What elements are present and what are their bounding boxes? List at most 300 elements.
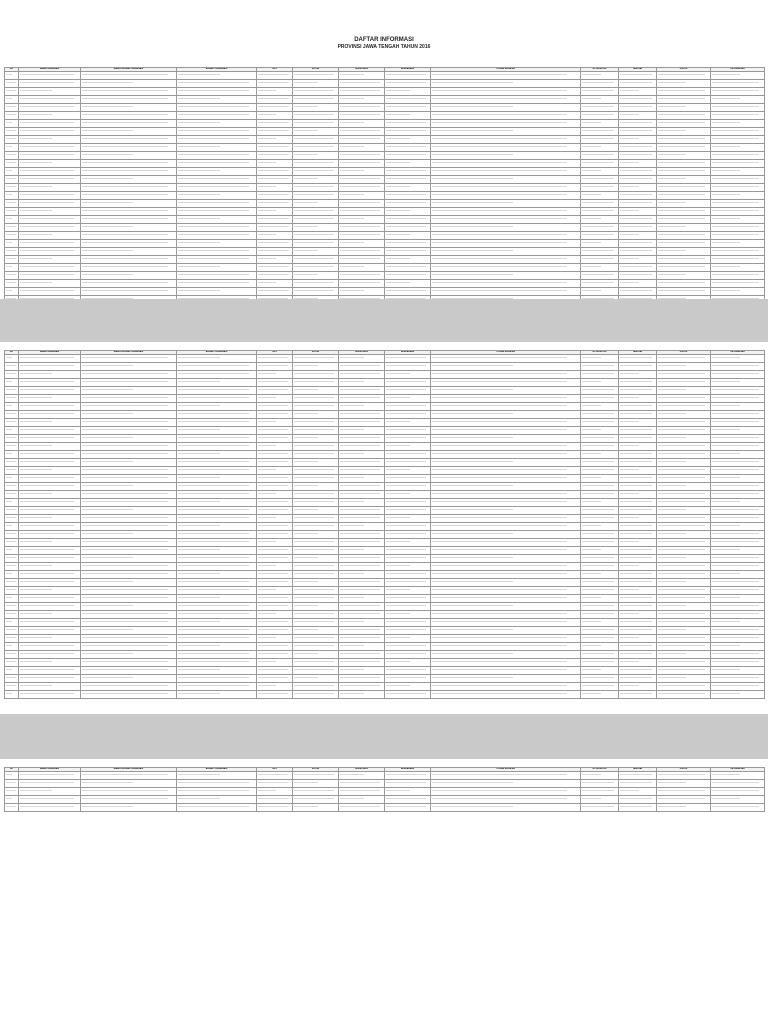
unreadable-text-placeholder: [294, 218, 334, 219]
table-row: [5, 280, 765, 288]
table-cell: [293, 387, 339, 395]
unreadable-text-placeholder: [712, 365, 759, 366]
unreadable-text-placeholder: [386, 693, 426, 694]
unreadable-text-placeholder: [20, 669, 74, 670]
unreadable-text-placeholder: [340, 637, 380, 638]
table-cell: [657, 200, 711, 208]
table-cell: [431, 224, 581, 232]
unreadable-text-placeholder: [432, 806, 513, 807]
table-cell: [5, 96, 19, 104]
unreadable-text-placeholder: [582, 429, 601, 430]
unreadable-text-placeholder: [582, 581, 614, 582]
unreadable-text-placeholder: [20, 621, 74, 622]
table-cell: [5, 788, 19, 796]
table-row: [5, 288, 765, 296]
unreadable-text-placeholder: [258, 373, 276, 374]
table-cell: [19, 796, 81, 804]
table-cell: [81, 547, 177, 555]
unreadable-text-placeholder: [294, 669, 334, 670]
unreadable-text-placeholder: [6, 621, 12, 622]
table-cell: [619, 184, 657, 192]
table-cell: [177, 772, 257, 780]
table-cell: [431, 296, 581, 300]
table-cell: [657, 499, 711, 507]
unreadable-text-placeholder: [82, 669, 168, 670]
table-cell: [657, 160, 711, 168]
table-cell: [257, 427, 293, 435]
unreadable-text-placeholder: [582, 234, 614, 235]
table-cell: [177, 272, 257, 280]
table-cell: [385, 152, 431, 160]
table-cell: [657, 804, 711, 812]
unreadable-text-placeholder: [620, 242, 652, 243]
unreadable-text-placeholder: [178, 226, 249, 227]
unreadable-text-placeholder: [6, 130, 16, 131]
unreadable-text-placeholder: [294, 210, 334, 211]
unreadable-text-placeholder: [258, 282, 276, 283]
table-cell: [619, 651, 657, 659]
unreadable-text-placeholder: [6, 90, 16, 91]
unreadable-text-placeholder: [582, 194, 601, 195]
table-cell: [293, 184, 339, 192]
unreadable-text-placeholder: [386, 669, 426, 670]
unreadable-text-placeholder: [6, 154, 16, 155]
table-cell: [431, 363, 581, 371]
table-cell: [657, 571, 711, 579]
unreadable-text-placeholder: [620, 806, 652, 807]
unreadable-text-placeholder: [620, 653, 652, 654]
table-cell: [81, 72, 177, 80]
table-cell: [431, 280, 581, 288]
table-row: [5, 515, 765, 523]
unreadable-text-placeholder: [294, 477, 334, 478]
unreadable-text-placeholder: [20, 613, 52, 614]
unreadable-text-placeholder: [620, 226, 652, 227]
table-row: [5, 627, 765, 635]
table-cell: [5, 411, 19, 419]
unreadable-text-placeholder: [82, 477, 168, 478]
table-cell: [711, 491, 765, 499]
unreadable-text-placeholder: [340, 250, 380, 251]
unreadable-text-placeholder: [658, 413, 686, 414]
unreadable-text-placeholder: [658, 202, 686, 203]
unreadable-text-placeholder: [294, 573, 334, 574]
unreadable-text-placeholder: [258, 493, 276, 494]
unreadable-text-placeholder: [582, 365, 614, 366]
table-cell: [257, 256, 293, 264]
unreadable-text-placeholder: [340, 565, 380, 566]
unreadable-text-placeholder: [258, 274, 288, 275]
unreadable-text-placeholder: [20, 798, 74, 799]
unreadable-text-placeholder: [620, 98, 652, 99]
unreadable-text-placeholder: [582, 170, 601, 171]
table-cell: [385, 571, 431, 579]
unreadable-text-placeholder: [340, 210, 380, 211]
unreadable-text-placeholder: [294, 290, 334, 291]
unreadable-text-placeholder: [712, 234, 759, 235]
unreadable-text-placeholder: [258, 798, 288, 799]
unreadable-text-placeholder: [178, 437, 249, 438]
table-cell: [5, 796, 19, 804]
table-cell: [81, 539, 177, 547]
unreadable-text-placeholder: [340, 453, 364, 454]
table-cell: [339, 772, 385, 780]
unreadable-text-placeholder: [178, 405, 220, 406]
table-cell: [431, 627, 581, 635]
unreadable-text-placeholder: [6, 298, 16, 299]
table-cell: [581, 459, 619, 467]
unreadable-text-placeholder: [620, 122, 652, 123]
table-cell: [339, 491, 385, 499]
table-cell: [431, 152, 581, 160]
table-cell: [19, 192, 81, 200]
table-cell: [5, 248, 19, 256]
table-cell: [581, 363, 619, 371]
table-cell: [581, 136, 619, 144]
unreadable-text-placeholder: [386, 661, 410, 662]
table-cell: [5, 491, 19, 499]
table-cell: [711, 248, 765, 256]
table-cell: [657, 683, 711, 691]
table-cell: [711, 475, 765, 483]
table-cell: [257, 451, 293, 459]
table-cell: [385, 555, 431, 563]
table-cell: [657, 507, 711, 515]
unreadable-text-placeholder: [582, 461, 614, 462]
unreadable-text-placeholder: [258, 170, 288, 171]
table-cell: [619, 595, 657, 603]
table-cell: [293, 208, 339, 216]
table-cell: [257, 435, 293, 443]
unreadable-text-placeholder: [82, 421, 168, 422]
table-cell: [81, 168, 177, 176]
table-row: [5, 136, 765, 144]
table-cell: [293, 144, 339, 152]
table-cell: [339, 555, 385, 563]
unreadable-text-placeholder: [712, 250, 759, 251]
document-title-block: [0, 0, 768, 51]
table-cell: [711, 523, 765, 531]
table-cell: [581, 772, 619, 780]
unreadable-text-placeholder: [340, 677, 380, 678]
unreadable-text-placeholder: [20, 541, 52, 542]
table-cell: [657, 523, 711, 531]
unreadable-text-placeholder: [712, 162, 759, 163]
unreadable-text-placeholder: [294, 557, 318, 558]
unreadable-text-placeholder: [582, 218, 601, 219]
table-cell: [5, 571, 19, 579]
table-cell: [19, 547, 81, 555]
table-cell: [177, 184, 257, 192]
table-cell: [257, 136, 293, 144]
table-cell: [619, 200, 657, 208]
table-cell: [657, 168, 711, 176]
table-cell: [619, 176, 657, 184]
table-cell: [619, 80, 657, 88]
table-cell: [5, 88, 19, 96]
table-cell: [385, 104, 431, 112]
table-cell: [5, 659, 19, 667]
table-cell: [5, 499, 19, 507]
table-cell: [19, 403, 81, 411]
table-cell: [431, 772, 581, 780]
unreadable-text-placeholder: [178, 693, 220, 694]
unreadable-text-placeholder: [20, 226, 74, 227]
unreadable-text-placeholder: [20, 782, 74, 783]
table-cell: [81, 627, 177, 635]
table-row: [5, 459, 765, 467]
unreadable-text-placeholder: [620, 298, 652, 299]
unreadable-text-placeholder: [340, 798, 364, 799]
table-cell: [385, 264, 431, 272]
unreadable-text-placeholder: [340, 146, 364, 147]
table-cell: [657, 555, 711, 563]
unreadable-text-placeholder: [386, 397, 410, 398]
unreadable-text-placeholder: [294, 685, 334, 686]
table-cell: [81, 288, 177, 296]
unreadable-text-placeholder: [658, 597, 705, 598]
unreadable-text-placeholder: [658, 274, 686, 275]
unreadable-text-placeholder: [582, 782, 614, 783]
table-cell: [581, 523, 619, 531]
unreadable-text-placeholder: [178, 669, 220, 670]
table-cell: [657, 459, 711, 467]
table-cell: [581, 619, 619, 627]
unreadable-text-placeholder: [258, 637, 276, 638]
table-row: [5, 483, 765, 491]
unreadable-text-placeholder: [386, 790, 410, 791]
unreadable-text-placeholder: [658, 661, 705, 662]
table-cell: [5, 216, 19, 224]
table-cell: [385, 563, 431, 571]
unreadable-text-placeholder: [658, 637, 705, 638]
table-cell: [19, 523, 81, 531]
unreadable-text-placeholder: [582, 74, 601, 75]
unreadable-text-placeholder: [432, 250, 513, 251]
unreadable-text-placeholder: [20, 661, 52, 662]
table-row: [5, 192, 765, 200]
table-cell: [81, 796, 177, 804]
table-cell: [385, 379, 431, 387]
table-cell: [339, 675, 385, 683]
unreadable-text-placeholder: [294, 469, 334, 470]
unreadable-text-placeholder: [6, 557, 16, 558]
unreadable-text-placeholder: [20, 461, 74, 462]
table-cell: [293, 104, 339, 112]
unreadable-text-placeholder: [82, 605, 133, 606]
table-cell: [5, 515, 19, 523]
table-cell: [19, 216, 81, 224]
table-cell: [293, 248, 339, 256]
unreadable-text-placeholder: [258, 661, 276, 662]
table-cell: [339, 272, 385, 280]
table-cell: [177, 104, 257, 112]
table-cell: [619, 371, 657, 379]
table-cell: [385, 72, 431, 80]
unreadable-text-placeholder: [294, 525, 334, 526]
unreadable-text-placeholder: [294, 186, 334, 187]
table-cell: [339, 804, 385, 812]
unreadable-text-placeholder: [620, 573, 652, 574]
table-cell: [385, 419, 431, 427]
table-cell: [619, 224, 657, 232]
unreadable-text-placeholder: [582, 389, 614, 390]
unreadable-text-placeholder: [294, 194, 334, 195]
unreadable-text-placeholder: [340, 194, 364, 195]
table-cell: [293, 264, 339, 272]
unreadable-text-placeholder: [178, 298, 249, 299]
table-cell: [177, 379, 257, 387]
table-cell: [711, 80, 765, 88]
unreadable-text-placeholder: [6, 645, 12, 646]
table-cell: [385, 224, 431, 232]
table-cell: [293, 611, 339, 619]
table-cell: [581, 176, 619, 184]
unreadable-text-placeholder: [20, 234, 52, 235]
unreadable-text-placeholder: [294, 605, 318, 606]
table-cell: [257, 379, 293, 387]
unreadable-text-placeholder: [620, 106, 652, 107]
table-cell: [385, 240, 431, 248]
unreadable-text-placeholder: [82, 782, 133, 783]
unreadable-text-placeholder: [582, 298, 614, 299]
unreadable-text-placeholder: [294, 501, 334, 502]
unreadable-text-placeholder: [6, 533, 16, 534]
table-cell: [293, 595, 339, 603]
table-cell: [711, 691, 765, 699]
table-cell: [619, 288, 657, 296]
unreadable-text-placeholder: [258, 453, 288, 454]
unreadable-text-placeholder: [6, 357, 12, 358]
unreadable-text-placeholder: [658, 397, 705, 398]
unreadable-text-placeholder: [340, 138, 380, 139]
unreadable-text-placeholder: [620, 282, 639, 283]
unreadable-text-placeholder: [178, 629, 249, 630]
column-header: KETERANGAN: [711, 68, 765, 72]
table-cell: [293, 152, 339, 160]
table-cell: [19, 224, 81, 232]
table-cell: [177, 491, 257, 499]
table-cell: [177, 355, 257, 363]
table-cell: [339, 168, 385, 176]
column-header: TANGGAL: [619, 768, 657, 772]
column-header: NAMA PIMPINAN ORGANISASI: [81, 68, 177, 72]
unreadable-text-placeholder: [386, 98, 426, 99]
table-cell: [81, 411, 177, 419]
unreadable-text-placeholder: [82, 573, 168, 574]
unreadable-text-placeholder: [432, 790, 567, 791]
unreadable-text-placeholder: [340, 90, 380, 91]
table-row: [5, 547, 765, 555]
table-cell: [339, 232, 385, 240]
table-cell: [81, 248, 177, 256]
table-cell: [293, 411, 339, 419]
table-cell: [619, 240, 657, 248]
unreadable-text-placeholder: [432, 194, 567, 195]
unreadable-text-placeholder: [658, 517, 705, 518]
table-cell: [385, 168, 431, 176]
table-cell: [5, 804, 19, 812]
unreadable-text-placeholder: [712, 685, 759, 686]
table-cell: [581, 403, 619, 411]
unreadable-text-placeholder: [82, 381, 168, 382]
table-cell: [657, 240, 711, 248]
table-cell: [619, 443, 657, 451]
unreadable-text-placeholder: [6, 517, 16, 518]
unreadable-text-placeholder: [432, 493, 567, 494]
table-cell: [619, 667, 657, 675]
unreadable-text-placeholder: [82, 122, 168, 123]
table-cell: [19, 280, 81, 288]
table-cell: [81, 507, 177, 515]
table-cell: [431, 160, 581, 168]
table-cell: [257, 248, 293, 256]
table-cell: [711, 160, 765, 168]
unreadable-text-placeholder: [178, 218, 220, 219]
table-cell: [431, 571, 581, 579]
unreadable-text-placeholder: [340, 234, 380, 235]
unreadable-text-placeholder: [294, 533, 318, 534]
table-cell: [619, 112, 657, 120]
unreadable-text-placeholder: [432, 130, 513, 131]
unreadable-text-placeholder: [258, 541, 276, 542]
unreadable-text-placeholder: [386, 621, 426, 622]
unreadable-text-placeholder: [178, 573, 220, 574]
table-cell: [257, 224, 293, 232]
unreadable-text-placeholder: [294, 170, 334, 171]
unreadable-text-placeholder: [6, 429, 12, 430]
column-header: BENDAHARA: [385, 68, 431, 72]
table-cell: [5, 772, 19, 780]
table-cell: [619, 355, 657, 363]
unreadable-text-placeholder: [294, 357, 334, 358]
table-cell: [619, 796, 657, 804]
table-cell: [81, 603, 177, 611]
unreadable-text-placeholder: [712, 589, 759, 590]
table-cell: [81, 675, 177, 683]
table-cell: [293, 280, 339, 288]
table-cell: [5, 232, 19, 240]
unreadable-text-placeholder: [82, 557, 133, 558]
table-cell: [385, 459, 431, 467]
table-cell: [81, 427, 177, 435]
unreadable-text-placeholder: [340, 461, 380, 462]
table-cell: [257, 804, 293, 812]
unreadable-text-placeholder: [20, 525, 74, 526]
table-cell: [177, 435, 257, 443]
unreadable-text-placeholder: [582, 290, 601, 291]
table-cell: [177, 256, 257, 264]
table-cell: [293, 240, 339, 248]
table-cell: [581, 483, 619, 491]
unreadable-text-placeholder: [658, 250, 686, 251]
unreadable-text-placeholder: [582, 138, 614, 139]
unreadable-text-placeholder: [432, 74, 567, 75]
unreadable-text-placeholder: [432, 597, 567, 598]
unreadable-text-placeholder: [432, 653, 513, 654]
unreadable-text-placeholder: [582, 613, 614, 614]
unreadable-text-placeholder: [20, 381, 74, 382]
table-cell: [177, 80, 257, 88]
table-cell: [431, 288, 581, 296]
unreadable-text-placeholder: [82, 210, 168, 211]
unreadable-text-placeholder: [712, 194, 740, 195]
unreadable-text-placeholder: [340, 533, 380, 534]
unreadable-text-placeholder: [620, 453, 652, 454]
unreadable-text-placeholder: [620, 114, 639, 115]
table-cell: [619, 804, 657, 812]
table-cell: [431, 200, 581, 208]
